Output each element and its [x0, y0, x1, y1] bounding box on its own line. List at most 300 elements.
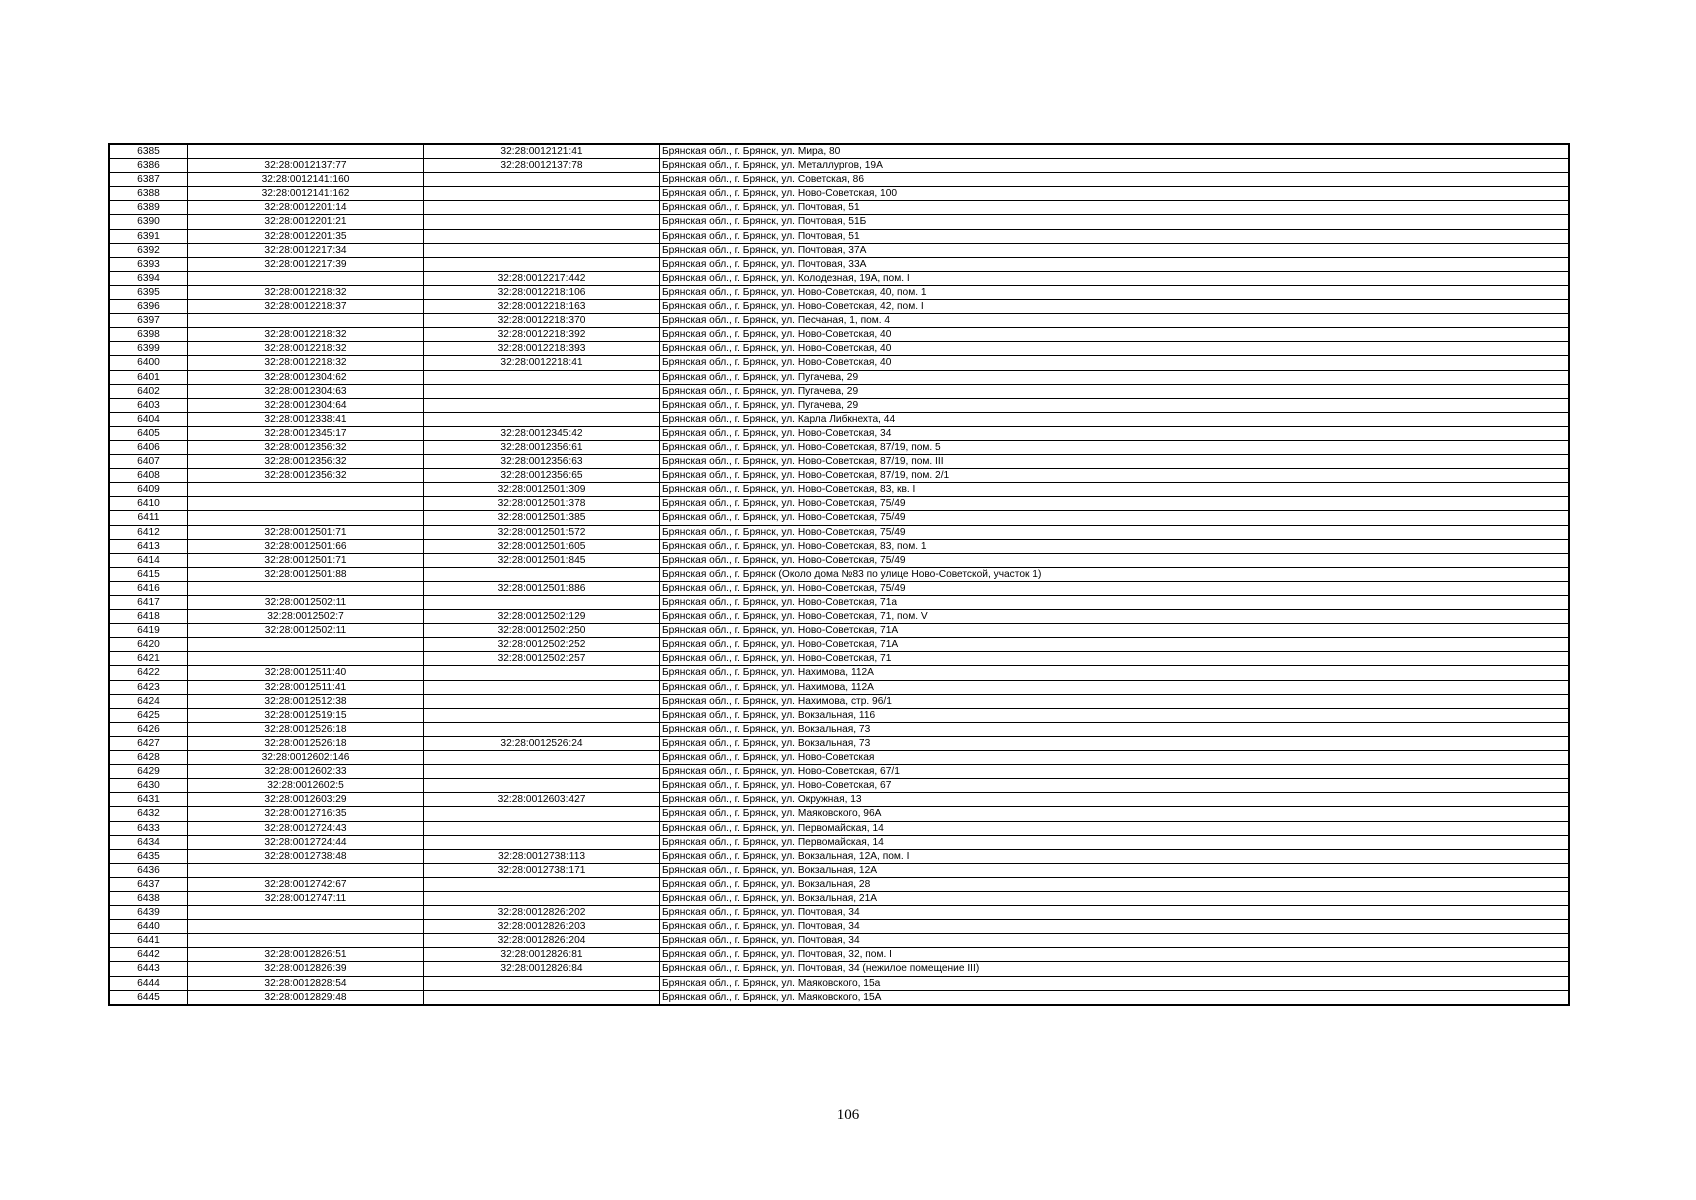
- object-cadastral-number-cell: 32:28:0012218:392: [424, 328, 660, 342]
- row-number-cell: 6408: [109, 469, 188, 483]
- address-cell: Брянская обл., г. Брянск, ул. Ново-Советская: [660, 751, 1570, 765]
- address-cell: Брянская обл., г. Брянск, ул. Ново-Советская, 71, пом. V: [660, 610, 1570, 624]
- object-cadastral-number-cell: 32:28:0012218:106: [424, 285, 660, 299]
- land-cadastral-number-cell: 32:28:0012356:32: [188, 469, 424, 483]
- object-cadastral-number-cell: 32:28:0012501:385: [424, 511, 660, 525]
- object-cadastral-number-cell: 32:28:0012218:41: [424, 356, 660, 370]
- land-cadastral-number-cell: [188, 934, 424, 948]
- object-cadastral-number-cell: [424, 680, 660, 694]
- table-row: [109, 567, 1569, 581]
- row-number-cell: 6407: [109, 455, 188, 469]
- land-cadastral-number-cell: 32:28:0012519:15: [188, 708, 424, 722]
- table-row: [109, 271, 1569, 285]
- land-cadastral-number-cell: 32:28:0012724:44: [188, 835, 424, 849]
- table-row: [109, 187, 1569, 201]
- land-cadastral-number-cell: 32:28:0012218:32: [188, 342, 424, 356]
- address-cell: Брянская обл., г. Брянск, ул. Ново-Советская, 42, пом. I: [660, 300, 1570, 314]
- object-cadastral-number-cell: [424, 257, 660, 271]
- object-cadastral-number-cell: [424, 187, 660, 201]
- address-cell: Брянская обл., г. Брянск, ул. Нахимова, 112А: [660, 680, 1570, 694]
- land-cadastral-number-cell: 32:28:0012141:160: [188, 173, 424, 187]
- land-cadastral-number-cell: 32:28:0012603:29: [188, 793, 424, 807]
- land-cadastral-number-cell: 32:28:0012501:71: [188, 553, 424, 567]
- row-number-cell: 6395: [109, 285, 188, 299]
- object-cadastral-number-cell: 32:28:0012502:252: [424, 638, 660, 652]
- table-row: [109, 976, 1569, 990]
- address-cell: Брянская обл., г. Брянск, ул. Почтовая, 32, пом. I: [660, 948, 1570, 962]
- address-cell: Брянская обл., г. Брянск, ул. Ново-Советская, 75/49: [660, 525, 1570, 539]
- object-cadastral-number-cell: [424, 976, 660, 990]
- row-number-cell: 6419: [109, 624, 188, 638]
- land-cadastral-number-cell: [188, 863, 424, 877]
- address-cell: Брянская обл., г. Брянск, ул. Ново-Советская, 40: [660, 356, 1570, 370]
- object-cadastral-number-cell: 32:28:0012826:84: [424, 962, 660, 976]
- land-cadastral-number-cell: 32:28:0012738:48: [188, 849, 424, 863]
- land-cadastral-number-cell: 32:28:0012201:35: [188, 229, 424, 243]
- row-number-cell: 6426: [109, 722, 188, 736]
- table-row: [109, 581, 1569, 595]
- address-cell: Брянская обл., г. Брянск, ул. Пугачева, 29: [660, 398, 1570, 412]
- land-cadastral-number-cell: 32:28:0012602:33: [188, 765, 424, 779]
- table-row: [109, 243, 1569, 257]
- address-cell: Брянская обл., г. Брянск, ул. Почтовая, 34: [660, 934, 1570, 948]
- land-cadastral-number-cell: 32:28:0012747:11: [188, 891, 424, 905]
- land-cadastral-number-cell: [188, 511, 424, 525]
- row-number-cell: 6425: [109, 708, 188, 722]
- land-cadastral-number-cell: 32:28:0012501:88: [188, 567, 424, 581]
- table-row: [109, 497, 1569, 511]
- table-row: [109, 793, 1569, 807]
- table-row: [109, 370, 1569, 384]
- object-cadastral-number-cell: [424, 567, 660, 581]
- row-number-cell: 6434: [109, 835, 188, 849]
- table-row: [109, 779, 1569, 793]
- land-cadastral-number-cell: 32:28:0012356:32: [188, 455, 424, 469]
- row-number-cell: 6443: [109, 962, 188, 976]
- object-cadastral-number-cell: [424, 201, 660, 215]
- address-cell: Брянская обл., г. Брянск, ул. Ново-Советская, 71а: [660, 596, 1570, 610]
- object-cadastral-number-cell: 32:28:0012501:378: [424, 497, 660, 511]
- row-number-cell: 6390: [109, 215, 188, 229]
- land-cadastral-number-cell: 32:28:0012829:48: [188, 990, 424, 1005]
- table-row: [109, 990, 1569, 1005]
- land-cadastral-number-cell: 32:28:0012137:77: [188, 159, 424, 173]
- object-cadastral-number-cell: 32:28:0012501:572: [424, 525, 660, 539]
- table-row: [109, 539, 1569, 553]
- row-number-cell: 6401: [109, 370, 188, 384]
- object-cadastral-number-cell: 32:28:0012502:257: [424, 652, 660, 666]
- table-row: [109, 483, 1569, 497]
- row-number-cell: 6402: [109, 384, 188, 398]
- row-number-cell: 6444: [109, 976, 188, 990]
- address-cell: Брянская обл., г. Брянск, ул. Ново-Советская, 67/1: [660, 765, 1570, 779]
- object-cadastral-number-cell: [424, 666, 660, 680]
- land-cadastral-number-cell: 32:28:0012716:35: [188, 807, 424, 821]
- table-row: [109, 440, 1569, 454]
- land-cadastral-number-cell: 32:28:0012502:11: [188, 596, 424, 610]
- land-cadastral-number-cell: 32:28:0012826:39: [188, 962, 424, 976]
- row-number-cell: 6431: [109, 793, 188, 807]
- table-row: [109, 412, 1569, 426]
- object-cadastral-number-cell: 32:28:0012356:65: [424, 469, 660, 483]
- table-row: [109, 328, 1569, 342]
- address-cell: Брянская обл., г. Брянск, ул. Нахимова, 112А: [660, 666, 1570, 680]
- row-number-cell: 6397: [109, 314, 188, 328]
- object-cadastral-number-cell: 32:28:0012501:886: [424, 581, 660, 595]
- land-cadastral-number-cell: 32:28:0012201:14: [188, 201, 424, 215]
- row-number-cell: 6442: [109, 948, 188, 962]
- object-cadastral-number-cell: [424, 779, 660, 793]
- land-cadastral-number-cell: [188, 638, 424, 652]
- object-cadastral-number-cell: [424, 694, 660, 708]
- object-cadastral-number-cell: 32:28:0012826:203: [424, 920, 660, 934]
- table-row: [109, 215, 1569, 229]
- land-cadastral-number-cell: [188, 920, 424, 934]
- address-cell: Брянская обл., г. Брянск, ул. Вокзальная, 73: [660, 736, 1570, 750]
- table-row: [109, 680, 1569, 694]
- object-cadastral-number-cell: 32:28:0012218:163: [424, 300, 660, 314]
- object-cadastral-number-cell: [424, 990, 660, 1005]
- table-row: [109, 173, 1569, 187]
- row-number-cell: 6433: [109, 821, 188, 835]
- object-cadastral-number-cell: [424, 215, 660, 229]
- land-cadastral-number-cell: 32:28:0012345:17: [188, 426, 424, 440]
- table-row: [109, 736, 1569, 750]
- table-row: [109, 314, 1569, 328]
- row-number-cell: 6409: [109, 483, 188, 497]
- object-cadastral-number-cell: 32:28:0012501:845: [424, 553, 660, 567]
- land-cadastral-number-cell: 32:28:0012217:34: [188, 243, 424, 257]
- land-cadastral-number-cell: [188, 314, 424, 328]
- land-cadastral-number-cell: 32:28:0012338:41: [188, 412, 424, 426]
- table-row: [109, 469, 1569, 483]
- table-row: [109, 511, 1569, 525]
- address-cell: Брянская обл., г. Брянск, ул. Вокзальная, 12А: [660, 863, 1570, 877]
- land-cadastral-number-cell: 32:28:0012218:37: [188, 300, 424, 314]
- table-row: [109, 398, 1569, 412]
- row-number-cell: 6404: [109, 412, 188, 426]
- object-cadastral-number-cell: 32:28:0012356:63: [424, 455, 660, 469]
- table-row: [109, 229, 1569, 243]
- address-cell: Брянская обл., г. Брянск, ул. Ново-Советская, 87/19, пом. III: [660, 455, 1570, 469]
- table-row: [109, 426, 1569, 440]
- address-cell: Брянская обл., г. Брянск, ул. Ново-Советская, 67: [660, 779, 1570, 793]
- object-cadastral-number-cell: [424, 243, 660, 257]
- table-row: [109, 201, 1569, 215]
- page-number: 106: [836, 1107, 860, 1123]
- object-cadastral-number-cell: 32:28:0012738:171: [424, 863, 660, 877]
- land-cadastral-number-cell: [188, 144, 424, 159]
- address-cell: Брянская обл., г. Брянск, ул. Песчаная, 1, пом. 4: [660, 314, 1570, 328]
- row-number-cell: 6385: [109, 144, 188, 159]
- address-cell: Брянская обл., г. Брянск, ул. Ново-Советская, 75/49: [660, 511, 1570, 525]
- registry-table: [108, 143, 1570, 1006]
- row-number-cell: 6428: [109, 751, 188, 765]
- table-row: [109, 694, 1569, 708]
- address-cell: Брянская обл., г. Брянск, ул. Ново-Советская, 83, кв. I: [660, 483, 1570, 497]
- address-cell: Брянская обл., г. Брянск, ул. Вокзальная, 28: [660, 877, 1570, 891]
- address-cell: Брянская обл., г. Брянск, ул. Колодезная, 19А, пом. I: [660, 271, 1570, 285]
- land-cadastral-number-cell: 32:28:0012828:54: [188, 976, 424, 990]
- object-cadastral-number-cell: 32:28:0012218:370: [424, 314, 660, 328]
- row-number-cell: 6424: [109, 694, 188, 708]
- row-number-cell: 6441: [109, 934, 188, 948]
- object-cadastral-number-cell: 32:28:0012217:442: [424, 271, 660, 285]
- row-number-cell: 6392: [109, 243, 188, 257]
- object-cadastral-number-cell: 32:28:0012501:605: [424, 539, 660, 553]
- address-cell: Брянская обл., г. Брянск, ул. Мира, 80: [660, 144, 1570, 159]
- object-cadastral-number-cell: [424, 596, 660, 610]
- table-row: [109, 666, 1569, 680]
- address-cell: Брянская обл., г. Брянск, ул. Маяковского, 15А: [660, 990, 1570, 1005]
- land-cadastral-number-cell: 32:28:0012501:71: [188, 525, 424, 539]
- table-row: [109, 835, 1569, 849]
- row-number-cell: 6430: [109, 779, 188, 793]
- address-cell: Брянская обл., г. Брянск, ул. Советская, 86: [660, 173, 1570, 187]
- land-cadastral-number-cell: 32:28:0012511:41: [188, 680, 424, 694]
- row-number-cell: 6387: [109, 173, 188, 187]
- address-cell: Брянская обл., г. Брянск, ул. Ново-Советская, 71: [660, 652, 1570, 666]
- address-cell: Брянская обл., г. Брянск, ул. Первомайская, 14: [660, 835, 1570, 849]
- land-cadastral-number-cell: 32:28:0012217:39: [188, 257, 424, 271]
- table-row: [109, 934, 1569, 948]
- row-number-cell: 6423: [109, 680, 188, 694]
- row-number-cell: 6437: [109, 877, 188, 891]
- land-cadastral-number-cell: 32:28:0012304:63: [188, 384, 424, 398]
- row-number-cell: 6427: [109, 736, 188, 750]
- table-row: [109, 891, 1569, 905]
- land-cadastral-number-cell: 32:28:0012356:32: [188, 440, 424, 454]
- row-number-cell: 6389: [109, 201, 188, 215]
- object-cadastral-number-cell: [424, 765, 660, 779]
- land-cadastral-number-cell: 32:28:0012304:64: [188, 398, 424, 412]
- table-row: [109, 920, 1569, 934]
- address-cell: Брянская обл., г. Брянск, ул. Маяковского, 96А: [660, 807, 1570, 821]
- land-cadastral-number-cell: [188, 906, 424, 920]
- address-cell: Брянская обл., г. Брянск, ул. Вокзальная, 73: [660, 722, 1570, 736]
- address-cell: Брянская обл., г. Брянск, ул. Почтовая, 34: [660, 920, 1570, 934]
- object-cadastral-number-cell: 32:28:0012826:202: [424, 906, 660, 920]
- land-cadastral-number-cell: 32:28:0012501:66: [188, 539, 424, 553]
- table-row: [109, 708, 1569, 722]
- table-row: [109, 877, 1569, 891]
- table-row: [109, 356, 1569, 370]
- row-number-cell: 6410: [109, 497, 188, 511]
- row-number-cell: 6438: [109, 891, 188, 905]
- object-cadastral-number-cell: [424, 173, 660, 187]
- object-cadastral-number-cell: 32:28:0012356:61: [424, 440, 660, 454]
- land-cadastral-number-cell: 32:28:0012602:146: [188, 751, 424, 765]
- object-cadastral-number-cell: [424, 370, 660, 384]
- address-cell: Брянская обл., г. Брянск, ул. Ново-Советская, 75/49: [660, 553, 1570, 567]
- table-row: [109, 962, 1569, 976]
- row-number-cell: 6445: [109, 990, 188, 1005]
- object-cadastral-number-cell: [424, 751, 660, 765]
- object-cadastral-number-cell: [424, 708, 660, 722]
- table-row: [109, 948, 1569, 962]
- row-number-cell: 6413: [109, 539, 188, 553]
- land-cadastral-number-cell: 32:28:0012526:18: [188, 722, 424, 736]
- address-cell: Брянская обл., г. Брянск, ул. Ново-Советская, 100: [660, 187, 1570, 201]
- address-cell: Брянская обл., г. Брянск, ул. Ново-Советская, 87/19, пом. 2/1: [660, 469, 1570, 483]
- land-cadastral-number-cell: 32:28:0012141:162: [188, 187, 424, 201]
- object-cadastral-number-cell: [424, 877, 660, 891]
- address-cell: Брянская обл., г. Брянск, ул. Ново-Советская, 75/49: [660, 581, 1570, 595]
- land-cadastral-number-cell: 32:28:0012304:62: [188, 370, 424, 384]
- table-row: [109, 807, 1569, 821]
- row-number-cell: 6398: [109, 328, 188, 342]
- object-cadastral-number-cell: 32:28:0012502:129: [424, 610, 660, 624]
- address-cell: Брянская обл., г. Брянск, ул. Вокзальная, 12А, пом. I: [660, 849, 1570, 863]
- land-cadastral-number-cell: [188, 483, 424, 497]
- land-cadastral-number-cell: 32:28:0012526:18: [188, 736, 424, 750]
- object-cadastral-number-cell: 32:28:0012738:113: [424, 849, 660, 863]
- object-cadastral-number-cell: [424, 398, 660, 412]
- object-cadastral-number-cell: 32:28:0012501:309: [424, 483, 660, 497]
- land-cadastral-number-cell: 32:28:0012218:32: [188, 328, 424, 342]
- row-number-cell: 6399: [109, 342, 188, 356]
- row-number-cell: 6391: [109, 229, 188, 243]
- row-number-cell: 6436: [109, 863, 188, 877]
- row-number-cell: 6394: [109, 271, 188, 285]
- object-cadastral-number-cell: 32:28:0012603:427: [424, 793, 660, 807]
- land-cadastral-number-cell: 32:28:0012201:21: [188, 215, 424, 229]
- address-cell: Брянская обл., г. Брянск, ул. Пугачева, 29: [660, 370, 1570, 384]
- row-number-cell: 6439: [109, 906, 188, 920]
- row-number-cell: 6396: [109, 300, 188, 314]
- address-cell: Брянская обл., г. Брянск, ул. Вокзальная, 116: [660, 708, 1570, 722]
- table-row: [109, 159, 1569, 173]
- object-cadastral-number-cell: 32:28:0012121:41: [424, 144, 660, 159]
- row-number-cell: 6418: [109, 610, 188, 624]
- address-cell: Брянская обл., г. Брянск, ул. Почтовая, 34 (нежилое помещение III): [660, 962, 1570, 976]
- row-number-cell: 6417: [109, 596, 188, 610]
- object-cadastral-number-cell: [424, 384, 660, 398]
- object-cadastral-number-cell: [424, 821, 660, 835]
- table-row: [109, 257, 1569, 271]
- table-row: [109, 849, 1569, 863]
- object-cadastral-number-cell: [424, 722, 660, 736]
- land-cadastral-number-cell: 32:28:0012602:5: [188, 779, 424, 793]
- table-row: [109, 652, 1569, 666]
- land-cadastral-number-cell: 32:28:0012502:7: [188, 610, 424, 624]
- address-cell: Брянская обл., г. Брянск, ул. Вокзальная, 21А: [660, 891, 1570, 905]
- object-cadastral-number-cell: 32:28:0012826:81: [424, 948, 660, 962]
- land-cadastral-number-cell: 32:28:0012218:32: [188, 356, 424, 370]
- address-cell: Брянская обл., г. Брянск, ул. Окружная, 13: [660, 793, 1570, 807]
- row-number-cell: 6403: [109, 398, 188, 412]
- address-cell: Брянская обл., г. Брянск, ул. Ново-Советская, 40: [660, 328, 1570, 342]
- row-number-cell: 6420: [109, 638, 188, 652]
- land-cadastral-number-cell: 32:28:0012724:43: [188, 821, 424, 835]
- row-number-cell: 6415: [109, 567, 188, 581]
- row-number-cell: 6405: [109, 426, 188, 440]
- table-row: [109, 821, 1569, 835]
- table-row: [109, 638, 1569, 652]
- object-cadastral-number-cell: [424, 229, 660, 243]
- row-number-cell: 6386: [109, 159, 188, 173]
- address-cell: Брянская обл., г. Брянск, ул. Нахимова, стр. 96/1: [660, 694, 1570, 708]
- land-cadastral-number-cell: 32:28:0012512:38: [188, 694, 424, 708]
- address-cell: Брянская обл., г. Брянск, ул. Почтовая, 34: [660, 906, 1570, 920]
- land-cadastral-number-cell: [188, 271, 424, 285]
- address-cell: Брянская обл., г. Брянск, ул. Первомайская, 14: [660, 821, 1570, 835]
- table-row: [109, 285, 1569, 299]
- address-cell: Брянская обл., г. Брянск, ул. Почтовая, 51: [660, 229, 1570, 243]
- address-cell: Брянская обл., г. Брянск, ул. Ново-Советская, 71А: [660, 638, 1570, 652]
- address-cell: Брянская обл., г. Брянск, ул. Ново-Советская, 83, пом. 1: [660, 539, 1570, 553]
- table-row: [109, 906, 1569, 920]
- object-cadastral-number-cell: [424, 835, 660, 849]
- row-number-cell: 6435: [109, 849, 188, 863]
- table-row: [109, 596, 1569, 610]
- object-cadastral-number-cell: [424, 807, 660, 821]
- land-cadastral-number-cell: 32:28:0012742:67: [188, 877, 424, 891]
- land-cadastral-number-cell: 32:28:0012218:32: [188, 285, 424, 299]
- address-cell: Брянская обл., г. Брянск, ул. Металлургов, 19А: [660, 159, 1570, 173]
- address-cell: Брянская обл., г. Брянск, ул. Ново-Советская, 75/49: [660, 497, 1570, 511]
- address-cell: Брянская обл., г. Брянск, ул. Ново-Советская, 40: [660, 342, 1570, 356]
- object-cadastral-number-cell: 32:28:0012502:250: [424, 624, 660, 638]
- object-cadastral-number-cell: 32:28:0012218:393: [424, 342, 660, 356]
- land-cadastral-number-cell: 32:28:0012826:51: [188, 948, 424, 962]
- table-row: [109, 553, 1569, 567]
- row-number-cell: 6411: [109, 511, 188, 525]
- address-cell: Брянская обл., г. Брянск, ул. Почтовая, 33А: [660, 257, 1570, 271]
- table-row: [109, 144, 1569, 159]
- table-row: [109, 863, 1569, 877]
- table-row: [109, 342, 1569, 356]
- address-cell: Брянская обл., г. Брянск, ул. Ново-Советская, 71А: [660, 624, 1570, 638]
- object-cadastral-number-cell: [424, 412, 660, 426]
- object-cadastral-number-cell: 32:28:0012137:78: [424, 159, 660, 173]
- row-number-cell: 6400: [109, 356, 188, 370]
- land-cadastral-number-cell: [188, 581, 424, 595]
- table-row: [109, 751, 1569, 765]
- table-row: [109, 722, 1569, 736]
- table-row: [109, 610, 1569, 624]
- table-row: [109, 300, 1569, 314]
- table-row: [109, 384, 1569, 398]
- table-row: [109, 624, 1569, 638]
- object-cadastral-number-cell: 32:28:0012526:24: [424, 736, 660, 750]
- object-cadastral-number-cell: 32:28:0012826:204: [424, 934, 660, 948]
- address-cell: Брянская обл., г. Брянск, ул. Почтовая, 37А: [660, 243, 1570, 257]
- row-number-cell: 6440: [109, 920, 188, 934]
- object-cadastral-number-cell: [424, 891, 660, 905]
- address-cell: Брянская обл., г. Брянск, ул. Почтовая, 51: [660, 201, 1570, 215]
- row-number-cell: 6414: [109, 553, 188, 567]
- address-cell: Брянская обл., г. Брянск, ул. Пугачева, 29: [660, 384, 1570, 398]
- land-cadastral-number-cell: [188, 497, 424, 511]
- row-number-cell: 6432: [109, 807, 188, 821]
- row-number-cell: 6416: [109, 581, 188, 595]
- table-row: [109, 525, 1569, 539]
- registry-table-body: [109, 144, 1569, 1005]
- address-cell: Брянская обл., г. Брянск, ул. Ново-Советская, 87/19, пом. 5: [660, 440, 1570, 454]
- row-number-cell: 6429: [109, 765, 188, 779]
- land-cadastral-number-cell: [188, 652, 424, 666]
- land-cadastral-number-cell: 32:28:0012502:11: [188, 624, 424, 638]
- row-number-cell: 6421: [109, 652, 188, 666]
- address-cell: Брянская обл., г. Брянск, ул. Карла Либкнехта, 44: [660, 412, 1570, 426]
- table-row: [109, 765, 1569, 779]
- address-cell: Брянская обл., г. Брянск, ул. Маяковского, 15а: [660, 976, 1570, 990]
- land-cadastral-number-cell: 32:28:0012511:40: [188, 666, 424, 680]
- address-cell: Брянская обл., г. Брянск (Около дома №83 по улице Ново-Советской, участок 1): [660, 567, 1570, 581]
- row-number-cell: 6388: [109, 187, 188, 201]
- address-cell: Брянская обл., г. Брянск, ул. Ново-Советская, 34: [660, 426, 1570, 440]
